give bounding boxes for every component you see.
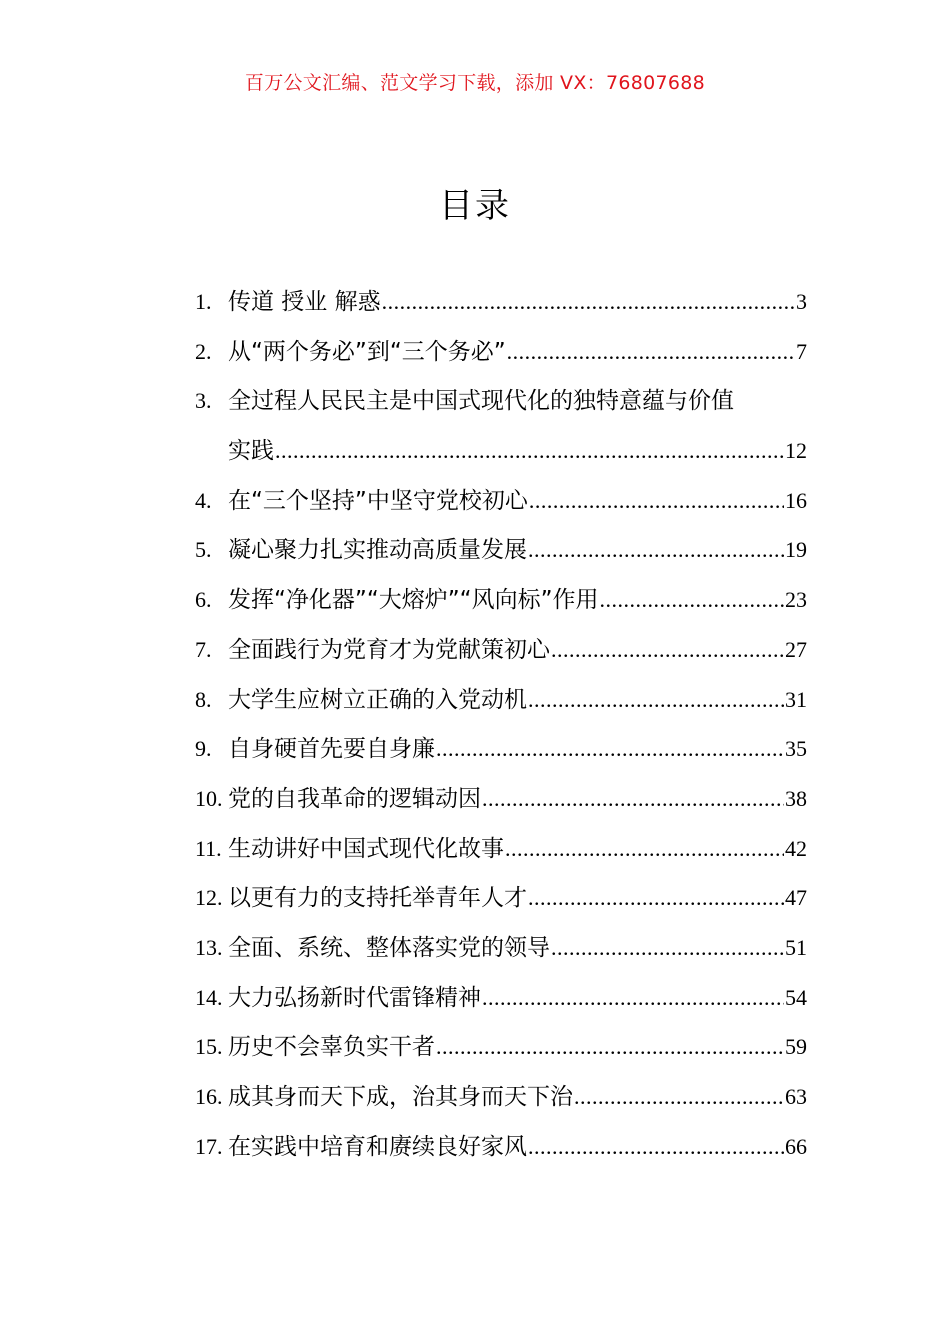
toc-entry-title: 在“三个坚持”中坚守党校初心 [228, 487, 528, 514]
toc-leader-dots [482, 973, 784, 1023]
toc-entry-title: 生动讲好中国式现代化故事 [228, 835, 504, 862]
toc-entry[interactable] [195, 376, 807, 426]
toc-entry[interactable] [195, 1122, 807, 1172]
toc-entry-page: 51 [785, 934, 807, 960]
toc-entry-page: 3 [796, 289, 807, 314]
toc-entry-number: 8. [195, 686, 212, 712]
toc-leader-dots [275, 426, 784, 476]
toc-entry-title: 传道 授业 解惑 [228, 289, 381, 315]
toc-entry-title: 在实践中培育和赓续良好家风 [228, 1133, 527, 1160]
toc-leader-dots [528, 873, 784, 923]
toc-entry-number: 5. [195, 537, 212, 563]
toc-leader-dots [505, 824, 784, 874]
toc-entry[interactable] [195, 774, 807, 824]
toc-leader-dots [436, 1022, 784, 1072]
toc-leader-dots [574, 1072, 784, 1122]
toc-entry-page: 47 [785, 885, 807, 911]
toc-entry-number: 11. [195, 835, 222, 861]
toc-entry-page: 42 [785, 835, 807, 861]
toc-entry-continuation[interactable] [195, 426, 807, 476]
toc-entry-title: 成其身而天下成，治其身而天下治 [228, 1084, 573, 1110]
toc-entry[interactable] [195, 1022, 807, 1072]
toc-entry-page: 66 [785, 1133, 807, 1159]
toc-entry-title: 从“两个务必”到“三个务必” [228, 338, 506, 365]
toc-entry-page: 35 [785, 736, 807, 762]
toc-entry-title: 历史不会辜负实干者 [228, 1034, 435, 1061]
toc-entry[interactable] [195, 575, 807, 625]
toc-entry-page: 31 [785, 686, 807, 712]
toc-entry-number: 3. [195, 388, 212, 414]
toc-entry-page: 27 [785, 636, 807, 662]
toc-entry-title: 全面践行为党育才为党献策初心 [228, 636, 550, 663]
toc-entry-number: 12. [195, 885, 223, 911]
toc-entry[interactable] [195, 327, 807, 377]
toc-entry-number: 13. [195, 934, 223, 960]
toc-leader-dots [528, 1122, 784, 1172]
toc-entry-page: 63 [785, 1084, 807, 1109]
toc-leader-dots [551, 625, 784, 675]
toc-entry[interactable] [195, 873, 807, 923]
toc-entry-number: 9. [195, 736, 212, 762]
toc-leader-dots [528, 525, 784, 575]
toc-entry[interactable] [195, 476, 807, 526]
toc-leader-dots [507, 327, 795, 377]
toc-entry-page: 19 [785, 537, 807, 563]
toc-leader-dots [528, 675, 784, 725]
toc-entry[interactable] [195, 1072, 807, 1122]
toc-entry[interactable] [195, 973, 807, 1023]
header-banner: 百万公文汇编、范文学习下载，添加 VX：76807688 [244, 72, 706, 94]
toc-entry-number: 2. [195, 338, 212, 364]
toc-entry-title: 全过程人民民主是中国式现代化的独特意蕴与价值 [228, 388, 734, 415]
toc-entry-title: 凝心聚力扎实推动高质量发展 [228, 537, 527, 564]
toc-entry-number: 14. [195, 984, 223, 1010]
page-title: 目录 [439, 186, 511, 226]
toc-entry-page: 16 [785, 487, 807, 513]
toc-entry-number: 6. [195, 587, 212, 613]
toc-leader-dots [600, 575, 785, 625]
toc-leader-dots [551, 923, 784, 973]
toc-entry-page: 54 [785, 984, 807, 1010]
toc-leader-dots [382, 277, 795, 327]
toc-entry-title: 党的自我革命的逻辑动因 [228, 785, 481, 812]
toc-entry-number: 7. [195, 636, 212, 662]
toc-entry[interactable] [195, 923, 807, 973]
toc-entry-number: 4. [195, 487, 212, 513]
toc-entry[interactable] [195, 724, 807, 774]
toc-leader-dots [482, 774, 784, 824]
toc-leader-dots [529, 476, 784, 526]
toc-entry-number: 17. [195, 1133, 223, 1159]
toc-leader-dots [436, 724, 784, 774]
toc-entry-title: 大力弘扬新时代雷锋精神 [228, 984, 481, 1011]
toc-entry-page: 59 [785, 1034, 807, 1060]
toc-entry-number: 15. [195, 1034, 223, 1060]
toc-entry[interactable] [195, 277, 807, 327]
toc-entry-title: 以更有力的支持托举青年人才 [228, 885, 527, 912]
toc-entry[interactable] [195, 824, 807, 874]
toc-entry-title: 大学生应树立正确的入党动机 [228, 686, 527, 713]
toc-entry[interactable] [195, 675, 807, 725]
table-of-contents [195, 277, 807, 1171]
toc-entry-page: 12 [785, 438, 807, 464]
toc-entry-title: 发挥“净化器”“大熔炉”“风向标”作用 [228, 587, 599, 614]
toc-entry[interactable] [195, 625, 807, 675]
toc-entry-number: 10. [195, 785, 223, 811]
toc-entry[interactable] [195, 525, 807, 575]
toc-entry-title: 自身硬首先要自身廉 [228, 736, 435, 763]
toc-entry-title-continued: 实践 [228, 438, 274, 465]
toc-entry-number: 16. [195, 1084, 223, 1109]
toc-entry-title: 全面、系统、整体落实党的领导 [228, 934, 550, 961]
toc-entry-page: 7 [796, 338, 807, 364]
toc-entry-page: 23 [785, 587, 807, 613]
toc-entry-number: 1. [195, 289, 212, 314]
toc-entry-page: 38 [785, 785, 807, 811]
